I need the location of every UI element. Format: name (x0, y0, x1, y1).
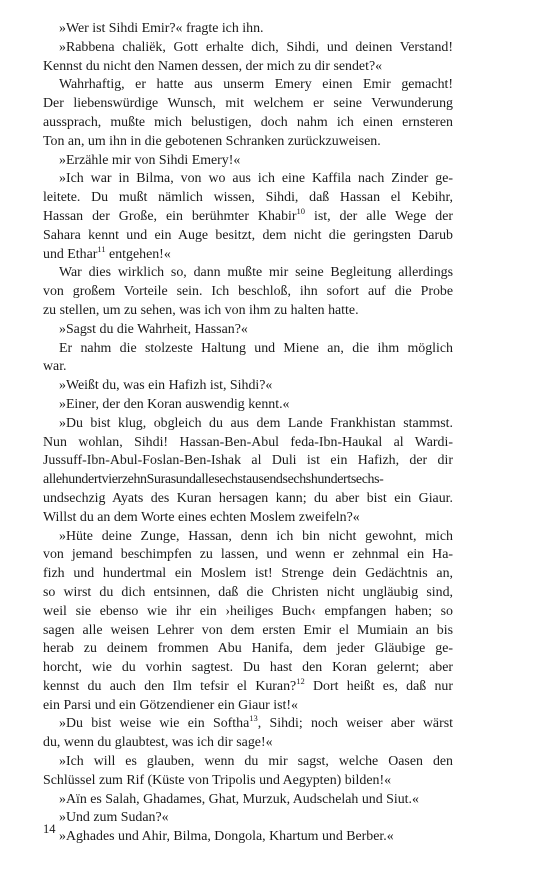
page-number: 14 (43, 822, 56, 836)
text-line: »Wer ist Sihdi Emir?« fragte ich ihn. (59, 21, 264, 36)
paragraph (43, 152, 453, 171)
text-line: von großem Vorteile sein. Ich beschloß, ihn sofort auf die Probe (43, 284, 453, 300)
text-line (43, 675, 454, 697)
text-line: Willst du an dem Worte eines echten Moslem zweifeln?« (43, 509, 360, 525)
footnote-marker: 11 (97, 243, 106, 254)
text-line: »Ich war in Bilma, von wo aus ich eine Kaffila nach Zinder ge- (59, 171, 453, 187)
text-line: »Hüte deine Zunge, Hassan, denn ich bin nicht gewohnt, mich (59, 528, 453, 544)
text-line: Nun wohlan, Sihdi! Hassan-Ben-Abul feda-Ibn-Haukal al Wardi- (43, 434, 453, 450)
text-line: ein Parsi und ein Götzendiener ein Giaur ist!« (43, 697, 298, 713)
text-segment: entgehen!« (105, 246, 171, 262)
text-line: War dies wirklich so, dann mußte mir seine Begleitung allerdings (59, 265, 453, 281)
text-line: »Einer, der den Koran auswendig kennt.« (59, 396, 290, 412)
text-line: sagen alle weisen Lehrer von dem ersten Emir el Mumiain an bis (43, 622, 453, 638)
text-line: »Aïn es Salah, Ghadames, Ghat, Murzuk, Audschelah und Siut.« (59, 791, 419, 807)
paragraph (43, 377, 453, 396)
footnote-marker: 12 (296, 675, 305, 686)
text-line: leitete. Du mußt nämlich wissen, Sihdi, daß Hassan el Kebihr, (43, 190, 453, 206)
text-segment: Hassan der Große, ein berühmter Khabir (43, 208, 297, 224)
text-line (43, 205, 453, 227)
text-segment: Dort heißt es, daß nur (304, 678, 454, 694)
text-line: du, wenn du glaubtest, was ich dir sage!« (43, 735, 273, 751)
text-line: Jussuff-Ibn-Abul-Foslan-Ben-Ishak al Duli ist ein Hafizh, der dir (43, 453, 453, 469)
text-line: weil sie ebenso wie ihr ein ›heiliges Buch‹ empfangen haben; so (43, 603, 453, 619)
text-line: »Sagst du die Wahrheit, Hassan?« (59, 321, 248, 337)
text-line: Schlüssel zum Rif (Küste von Tripolis und Aegypten) bilden!« (43, 772, 392, 788)
paragraph (43, 170, 453, 264)
paragraph (43, 809, 453, 828)
text-line: so wirst du dich entsinnen, daß die Christen nicht ungläubig sind, (43, 584, 453, 600)
text-line: allehundertvierzehnSurasundallesechstausendsechshundertsechs- (43, 472, 384, 488)
text-line: fizh und hundertmal ein Moslem ist! Strenge dein Gedächtnis an, (43, 566, 453, 582)
text-line: »Du bist klug, obgleich du aus dem Lande Frankhistan stammst. (59, 415, 453, 431)
text-line: von jemand beschimpfen zu lassen, und wenn er zehnmal ein Ha- (43, 547, 453, 563)
text-line: Der liebenswürdige Wunsch, mit welchem er seine Verwunderung (43, 96, 453, 112)
text-line: Ton an, um ihn in die gebotenen Schranken zurückzuweisen. (43, 133, 381, 149)
paragraph (43, 20, 453, 39)
text-segment: kennst du auch den Ilm tefsir el Kuran? (43, 678, 297, 694)
paragraph (43, 76, 453, 151)
paragraph (43, 340, 453, 378)
text-line: »Rabbena chaliëk, Gott erhalte dich, Sihdi, und deinen Verstand! (59, 39, 453, 55)
text-line: zu stellen, um zu sehen, was ich von ihm zu halten hatte. (43, 302, 359, 318)
paragraph (43, 396, 453, 415)
paragraph (43, 321, 453, 340)
text-line: Sahara kennt und ein Auge besitzt, dem nicht die geringsten Darub (43, 227, 453, 243)
text-segment: und Ethar (43, 246, 98, 262)
text-line: herab zu deinem frommen Abu Hanifa, dem jeder Gläubige ge- (43, 641, 453, 657)
text-line: »Ich will es glauben, wenn du mir sagst, welche Oasen den (59, 754, 453, 770)
paragraph (43, 791, 453, 810)
footnote-marker: 10 (296, 205, 306, 216)
text-line: Kennst du nicht den Namen dessen, der mich zu dir sendet?« (43, 58, 383, 74)
text-line (43, 715, 453, 734)
text-line: Er nahm die stolzeste Haltung und Miene an, die ihm möglich (59, 340, 453, 356)
text-line: »Aghades und Ahir, Bilma, Dongola, Khartum und Berber.« (59, 829, 394, 845)
text-line: »Und zum Sudan?« (59, 810, 169, 826)
text-segment: ist, der alle Wege der (305, 208, 453, 224)
text-line: horcht, wie du vorhin sagtest. Du hast den Koran gelernt; aber (43, 660, 453, 676)
footnote-marker: 13 (249, 713, 258, 724)
text-line: war. (43, 359, 67, 375)
text-line: Wahrhaftig, er hatte aus unserm Emery einen Emir gemacht! (59, 77, 453, 93)
text-line: »Weißt du, was ein Hafizh ist, Sihdi?« (59, 378, 273, 394)
paragraph (43, 753, 453, 791)
paragraph (43, 528, 453, 716)
text-segment: »Du bist weise wie ein Softha (59, 716, 250, 732)
paragraph (43, 39, 453, 77)
paragraph (43, 264, 453, 320)
text-line: aussprach, mußte mich belustigen, doch nahm ich einen ernsteren (43, 114, 453, 130)
body-text (43, 20, 453, 847)
paragraph (43, 828, 453, 847)
text-line: »Erzähle mir von Sihdi Emery!« (59, 152, 241, 168)
text-line (43, 243, 453, 265)
paragraph (43, 715, 453, 753)
text-segment: , Sihdi; noch weiser aber wärst (257, 716, 453, 732)
paragraph (43, 415, 453, 528)
text-line: undsechzig Ayats des Kuran hersagen kann; du aber bist ein Giaur. (43, 490, 453, 506)
